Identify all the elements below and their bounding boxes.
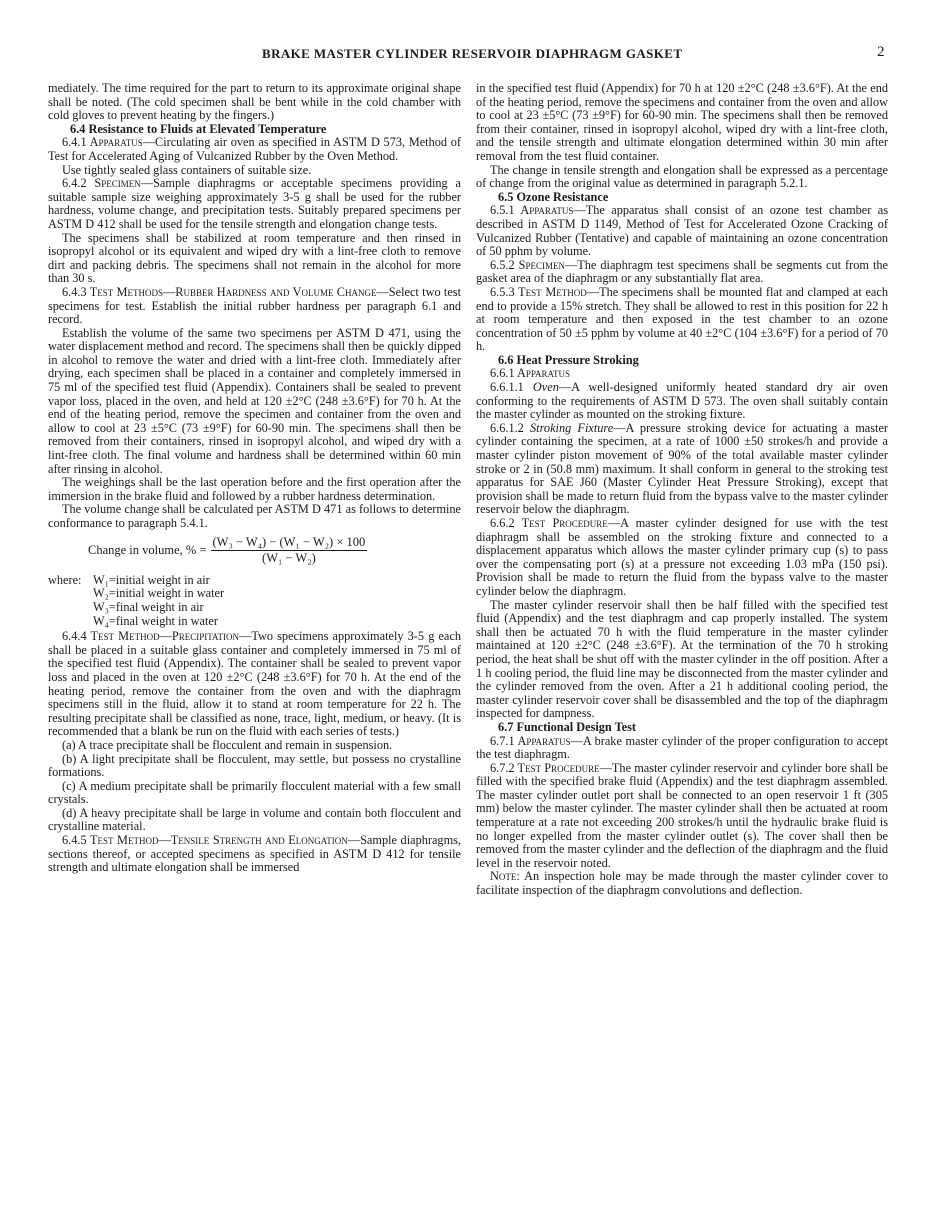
paragraph-text: —A pressure stroking device for actuating a master cylinder containing the specimen, at a rate of 1000 ±50 strokes/h and provide a master cylinder piston movement of 90% of the total available master cylinder stroke or 2 in (50.8 mm) maximum. It shall conform in general to the stroking test apparatus for SAE J60 (Master Cylinder Heat Pressure Stroking), except that provision shall be made to return fluid from the bypass valve to the master cylinder reservoir below the diaphragm. xyxy=(476,420,889,517)
paragraph-6-6-1-2 xyxy=(476,422,888,517)
note xyxy=(476,870,888,897)
paragraph-6-5-1 xyxy=(476,204,888,258)
list-item: (b) A light precipitate shall be flocculent, may settle, but possess no crystalline formations. xyxy=(48,751,461,780)
paragraph: mediately. The time required for the part to return to its approximate original shape shall be noted. (The cold specimen shall be bent while in the cold chamber with cold gloves to prevent heating by the fingers.) xyxy=(48,81,461,123)
note-text: : An inspection hole may be made through the master cylinder cover to facilitate inspection of the diaphragm convolutions and deflection. xyxy=(476,869,888,898)
paragraph-6-7-1 xyxy=(476,735,888,762)
left-column xyxy=(48,82,461,875)
paragraph-6-6-1-1 xyxy=(476,381,888,422)
subsection-label: 6.6.2 Test Procedure xyxy=(490,516,608,530)
subsection-number: 6.6.1.1 xyxy=(490,380,524,395)
formula-numerator: (W₃ − W₄) − (W₁ − W₂) × 100 xyxy=(211,536,368,552)
definition: W₃=final weight in air xyxy=(93,599,204,614)
paragraph: The volume change shall be calculated per ASTM D 471 as follows to determine conformance to paragraph 5.4.1. xyxy=(48,502,461,530)
subsection-term: Oven xyxy=(532,380,559,395)
list-item: (c) A medium precipitate shall be primarily flocculent material with a few small crystals. xyxy=(48,778,461,807)
subsection-label: 6.7.2 Test Procedure xyxy=(490,760,600,775)
paragraph: The master cylinder reservoir shall then be half filled with the specified test fluid (Appendix) and the test diaphragm and cap properly installed. The system shall then be actuated 70 h with the fluid temperature in the master cylinder maintained at 120 ±2°C (248 ±3.6°F). At the termination of the 70 h stroking period, the heat shall be shut off with the master cylinder in the off position. After a 1 h cooling period, the fluid line may be disconnected from the master cylinder and the cylinder removed from the oven. After a 21 h additional cooling period, the master cylinder reservoir cover shall be disassembled and the top of the diaphragm inspected for dampness. xyxy=(476,597,888,721)
paragraph-6-4-4 xyxy=(48,630,461,739)
subsection-label: 6.4.3 Test Methods—Rubber Hardness and Volume Change xyxy=(62,284,377,299)
definition-row xyxy=(48,601,461,615)
paragraph: The specimens shall be stabilized at room temperature and then rinsed in isopropyl alcohol or its equivalent and wiped dry with a lint-free cloth to remove dirt and packing debris. The specimens shall not remain in the alcohol for more than 30 s. xyxy=(48,230,461,286)
paragraph-6-4-2 xyxy=(48,177,461,231)
formula-denominator: (W₁ − W₂) xyxy=(262,551,316,566)
subsection-number: 6.6.1.2 xyxy=(490,420,524,435)
paragraph: The weighings shall be the last operation before and the first operation after the immersion in the brake fluid and followed by a rubber hardness determination. xyxy=(48,475,461,503)
paragraph-text: —Sample diaphragms or acceptable specimens providing a suitable sample size weighing approximately 3-5 g shall be used for the rubber hardness, volume change, and precipitation tests. Suitably prepared specimens per ASTM D 412 shall be used for the tensile strength and elongation change tests. xyxy=(48,176,461,231)
paragraph-text: —A well-designed uniformly heated standard dry air oven conforming to the requirements of ASTM D 573. The oven shall suitably contain the master cylinder as mounted on the stroking fixture. xyxy=(476,380,889,422)
paragraph-6-5-2 xyxy=(476,259,888,286)
subsection-label: 6.5.3 Test Method xyxy=(490,284,587,299)
definition: W₄=final weight in water xyxy=(93,613,218,628)
paragraph-text: —A brake master cylinder of the proper configuration to accept the test diaphragm. xyxy=(476,733,889,762)
subsection-label: 6.6.1 Apparatus xyxy=(490,366,571,381)
paragraph-text: —The master cylinder reservoir and cylinder bore shall be filled with the specified brake fluid (Appendix) and the test diaphragm assembled. The master cylinder outlet port shall be connected to an open reservoir 1 ft (305 mm) below the master cylinder. The master cylinder shall then be actuated at room temperature at a rate not exceeding 200 strokes/h until the hydraulic brake fluid is no longer expelled from the master cylinder outlet (s). The cover shall then be removed from the master cylinder and the deflection of the diaphragm and the fluid level in the reservoir noted. xyxy=(476,760,889,870)
definition: W₂=initial weight in water xyxy=(93,586,225,601)
section-heading-6-7: 6.7 Functional Design Test xyxy=(498,719,637,734)
section-heading-6-6: 6.6 Heat Pressure Stroking xyxy=(498,352,639,367)
page-number: 2 xyxy=(877,44,885,60)
section-heading-6-5: 6.5 Ozone Resistance xyxy=(498,189,609,204)
formula-fraction xyxy=(211,536,368,566)
note-label: Note xyxy=(490,869,517,884)
paragraph-text: —The apparatus shall consist of an ozone test chamber as described in ASTM D 1149, Method of Test for Accelerated Ozone Cracking of Vulcanized Rubber (Tentative) and capable of maintaining an ozone concentration of 50 pphm by volume. xyxy=(476,203,889,259)
subsection-label: 6.4.2 Specimen xyxy=(62,176,141,191)
variable-definitions xyxy=(48,574,461,628)
subsection-label: 6.4.1 Apparatus xyxy=(62,135,143,150)
paragraph-text: —The specimens shall be mounted flat and clamped at each end to provide a 15% stretch. They shall be allowed to rest in this position for 22 h at room temperature and then exposed in the test chamber to an ozone concentration of 50 ±5 pphm by volume at 40 ±2°C (104 ±3.6°F) for a period of 70 h. xyxy=(476,284,888,354)
paragraph-6-6-2 xyxy=(476,517,888,599)
subsection-term: Stroking Fixture xyxy=(530,420,614,435)
subsection-label: 6.4.5 Test Method—Tensile Strength and Elongation xyxy=(62,833,348,848)
definition-row xyxy=(48,587,461,601)
paragraph-text: —Two specimens approximately 3-5 g each shall be placed in a suitable glass container and completely immersed in 75 ml of the specified test fluid (Appendix). The container shall be sealed to prevent vapor loss and placed in the oven at 120 ±2°C (248 ±3.6°F) for 70 h. At the end of the heating period, remove the container from the oven and with the diaphragm specimens still in the fluid, allow it to stand at room temperature for 22 h. The resulting precipitate shall be classified as none, trace, light, medium, or heavy. (It is recommended that a blank be run on the fluid with each series of tests.) xyxy=(48,629,461,739)
paragraph-text: —Sample diaphragms, sections thereof, or accepted specimens as specified in ASTM D 412 for tensile strength and ultimate elongation shall be immersed xyxy=(48,833,461,875)
definition-row xyxy=(48,615,461,629)
paragraph-text: —Select two test specimens for test. Establish the initial rubber hardness per paragraph 6.1 and record. xyxy=(48,284,461,327)
formula-lhs: Change in volume, % = xyxy=(88,542,207,557)
subsection-label: 6.5.2 Specimen xyxy=(490,257,565,272)
list-item: (d) A heavy precipitate shall be large in volume and contain both flocculent and crystalline material. xyxy=(48,805,461,834)
paragraph-text: —A master cylinder designed for use with the test diaphragm shall be assembled on the stroking fixture and connected to a displacement apparatus which allows the master cylinder primary cup (s) to pass over the compensating port (s) at a pressure not exceeding 1.03 mPa (150 psi). Provision shall be made to return the fluid from the bypass valve to the master cylinder below the diaphragm. xyxy=(476,516,889,598)
page-title: BRAKE MASTER CYLINDER RESERVOIR DIAPHRAGM GASKET xyxy=(262,46,683,61)
section-heading-6-4: 6.4 Resistance to Fluids at Elevated Temperature xyxy=(70,121,327,136)
paragraph: Establish the volume of the same two specimens per ASTM D 471, using the water displacement method and record. The specimens shall then be quickly dipped in alcohol to remove the water and dried with a lint-free cloth. Immediately after drying, each specimen shall be placed in a container and completely immersed in 75 ml of the specified test fluid (Appendix). Containers shall be sealed to prevent vapor loss, placed in the oven, and held at 120 ±2°C (248 ±3.6°F) for 70 h. At the end of the heating period, remove the specimen and container from the oven and allow to cool at 23 ±5°C (73 ±9°F) for 60-90 min. The specimens shall then be removed from their containers, rinsed in isopropyl alcohol, and wiped dry with a lint-free cloth. The final volume and hardness shall be determined within 60 min after rinsing in alcohol. xyxy=(48,325,461,476)
where-label: where: xyxy=(48,572,82,587)
right-column xyxy=(476,82,888,898)
subsection-label: 6.5.1 Apparatus xyxy=(490,203,574,218)
paragraph-6-6-1 xyxy=(476,367,888,381)
paragraph: The change in tensile strength and elongation shall be expressed as a percentage of change from the original value as determined in paragraph 5.2.1. xyxy=(476,162,888,191)
subsection-label: 6.4.4 Test Method—Precipitation xyxy=(62,629,240,644)
definition-row xyxy=(48,574,461,588)
paragraph: Use tightly sealed glass containers of suitable size. xyxy=(62,162,312,177)
subsection-label: 6.7.1 Apparatus xyxy=(490,733,571,748)
paragraph-text: —The diaphragm test specimens shall be segments cut from the gasket area of the diaphragm or any substantially flat area. xyxy=(476,257,889,286)
list-item: (a) A trace precipitate shall be flocculent and remain in suspension. xyxy=(62,737,393,752)
page-header xyxy=(0,46,950,66)
paragraph-6-4-1 xyxy=(48,136,461,163)
paragraph-6-5-3 xyxy=(476,286,888,354)
volume-change-formula xyxy=(88,536,461,566)
paragraph-6-4-3 xyxy=(48,286,461,327)
paragraph-text: —Circulating air oven as specified in ASTM D 573, Method of Test for Accelerated Aging of Vulcanized Rubber by the Oven Method. xyxy=(48,135,462,163)
definition: W₁=initial weight in air xyxy=(93,572,210,587)
paragraph-6-4-5 xyxy=(48,834,461,875)
paragraph: in the specified test fluid (Appendix) for 70 h at 120 ±2°C (248 ±3.6°F). At the end of the heating period, remove the specimens and container from the oven and allow to cool at 23 ±5°C (73 ±9°F) for 60-90 min. The specimens shall then be removed from their container, rinsed in isopropyl alcohol, wiped dry with a lint-free cloth, and the tensile strength and ultimate elongation determined within 30 min after removal from the test fluid container. xyxy=(476,81,888,163)
paragraph-6-7-2 xyxy=(476,762,888,871)
